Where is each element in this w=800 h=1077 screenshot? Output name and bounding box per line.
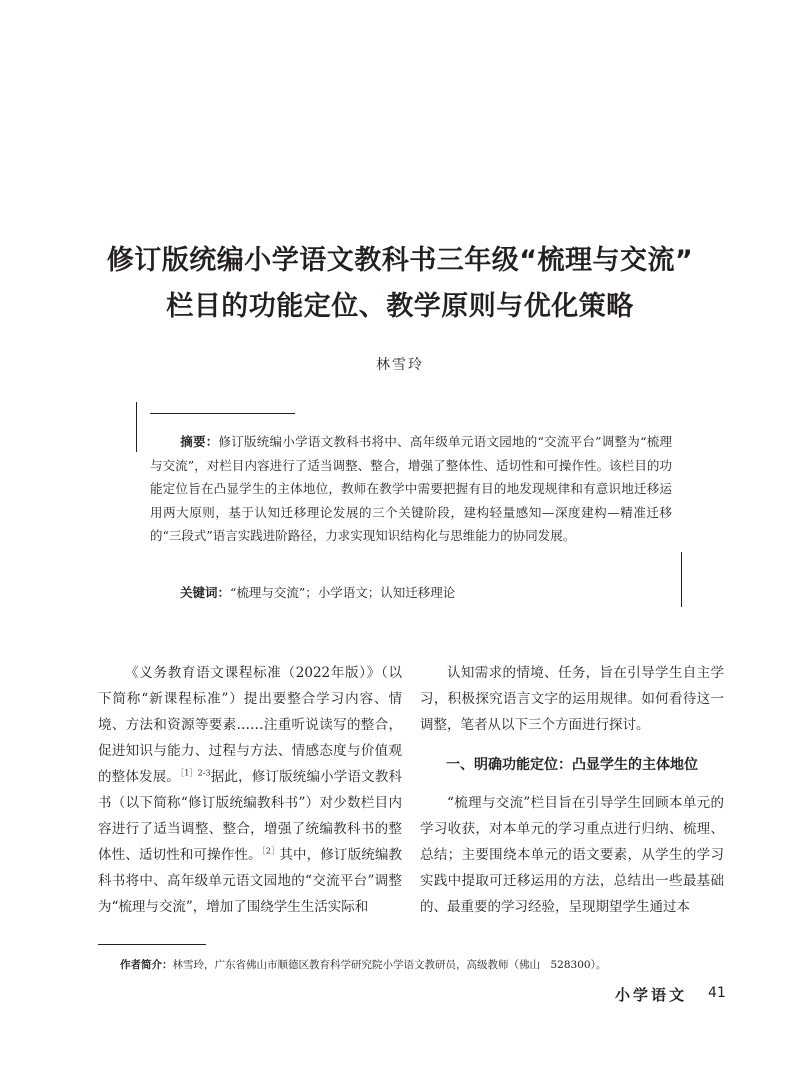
body-paragraph: 认知需求的情境、任务，旨在引导学生自主学习，积极探究语言文字的运用规律。如何看待这一调整，笔者从以下三个方面进行探讨。 xyxy=(420,665,724,733)
abstract-top-rule xyxy=(150,413,295,414)
journal-name: 小学语文 xyxy=(615,986,688,1004)
body-paragraph xyxy=(98,660,402,920)
article-title-line-2: 栏目的功能定位、教学原则与优化策略 xyxy=(166,291,634,322)
article-title-line-1: 修订版统编小学语文教科书三年级“梳理与交流” xyxy=(106,245,694,276)
keywords-line xyxy=(180,583,455,601)
page-number: 41 xyxy=(708,985,726,1001)
citation-ref: ［2］ xyxy=(261,846,280,856)
body-column-left xyxy=(98,660,402,920)
abstract-left-rule xyxy=(136,402,137,452)
footnote-label: 作者简介： xyxy=(120,959,173,971)
author-name: 林雪玲 xyxy=(376,357,424,373)
keywords-text: “梳理与交流”；小学语文；认知迁移理论 xyxy=(230,585,456,600)
body-paragraph: “梳理与交流”栏目旨在引导学生回顾本单元的学习收获，对本单元的学习重点进行归纳、梳理、总结；主要围绕本单元的语文要素，从学生的学习实践中提取可迁移运用的方法，总结出一些最基础的、最重要的学习经验，呈现期望学生通过本 xyxy=(420,795,724,915)
body-text: 其中，修订版统编教科书将中、高年级单元语文园地的“交流平台”调整为“梳理与交流”，增加了围绕学生生活实际和 xyxy=(98,847,403,915)
body-text: 《义务教育语文课程标准（2022年版）》（以下简称“新课程标准”）提出要整合学习内容、情境、方法和资源等要素……注重听说读写的整合，促进知识与能力、过程与方法、情感态度与价值观的整体发展。 xyxy=(98,665,402,785)
section-heading: 一、明确功能定位：凸显学生的主体地位 xyxy=(446,757,698,773)
abstract-text: 修订版统编小学语文教科书将中、高年级单元语文园地的“交流平台”调整为“梳理与交流”，对栏目内容进行了适当调整、整合，增强了整体性、适切性和可操作性。该栏目的功能定位旨在凸显学生的主体地位，教师在教学中需要把握有目的地发现规律和有意识地迁移运用两大原则，基于认知迁移理论发展的三个关键阶段，建构轻量感知—深度建构—精准迁移的“三段式”语言实践进阶路径，力求实现知识结构化与思维能力的协同发展。 xyxy=(150,434,672,543)
keywords-label: 关键词： xyxy=(180,585,231,600)
body-column-right xyxy=(420,660,724,920)
body-text: 据此，修订版统编小学语文教科书（以下简称“修订版统编教科书”）对少数栏目内容进行了适当调整、整合，增强了统编教科书的整体性、适切性和可操作性。 xyxy=(98,769,403,863)
abstract-label: 摘要： xyxy=(180,434,219,449)
citation-ref: ［1］2-3 xyxy=(180,768,211,778)
abstract-right-rule xyxy=(681,552,682,607)
abstract-block xyxy=(150,430,672,548)
footnote-rule xyxy=(98,944,206,945)
author-footnote xyxy=(120,957,606,972)
footnote-text: 林雪玲，广东省佛山市顺德区教育科学研究院小学语文教研员，高级教师（佛山 528300）。 xyxy=(172,959,607,971)
